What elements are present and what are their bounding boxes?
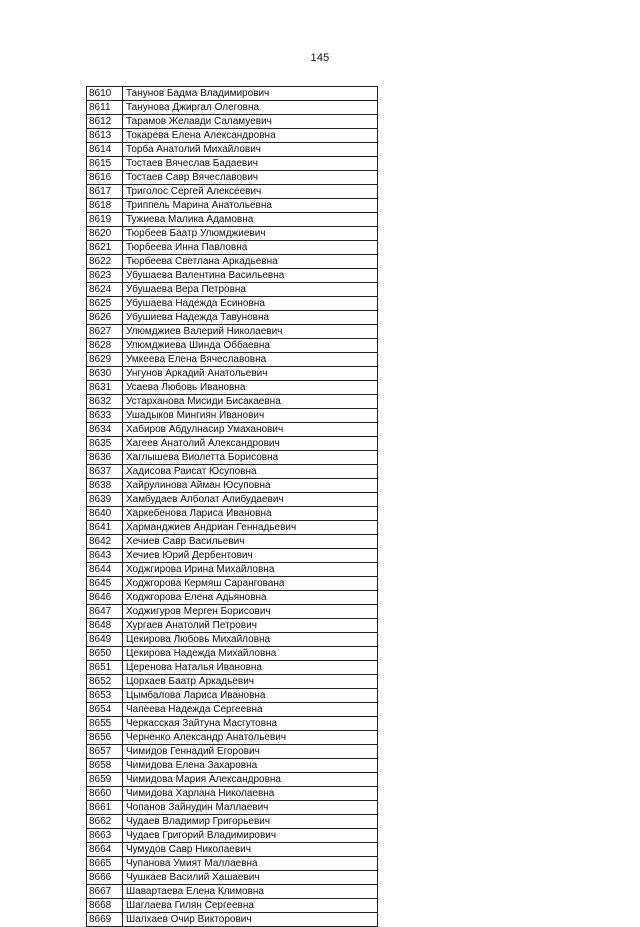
full-name-cell: Чудаев Владимир Григорьевич <box>123 815 378 829</box>
full-name-cell: Хечиев Савр Васильевич <box>123 535 378 549</box>
table-row <box>87 787 378 801</box>
full-name-cell: Шаглаева Гилян Сергеевна <box>123 899 378 913</box>
row-number-cell: 8619 <box>87 213 123 227</box>
full-name-cell: Устарханова Мисиди Бисакаевна <box>123 395 378 409</box>
full-name-cell: Тюрбеева Инна Павловна <box>123 241 378 255</box>
table-row <box>87 213 378 227</box>
full-name-cell: Хабиров Абдулнасир Умаханович <box>123 423 378 437</box>
row-number-cell: 8633 <box>87 409 123 423</box>
table-row <box>87 171 378 185</box>
row-number-cell: 8617 <box>87 185 123 199</box>
table-row <box>87 87 378 101</box>
full-name-cell: Ходжгирова Ирина Михайловна <box>123 563 378 577</box>
table-row <box>87 409 378 423</box>
row-number-cell: 8611 <box>87 101 123 115</box>
table-row <box>87 367 378 381</box>
table-row <box>87 423 378 437</box>
full-name-cell: Танунова Джиргал Олеговна <box>123 101 378 115</box>
row-number-cell: 8668 <box>87 899 123 913</box>
table-row <box>87 115 378 129</box>
full-name-cell: Чимидова Елена Захаровна <box>123 759 378 773</box>
row-number-cell: 8625 <box>87 297 123 311</box>
table-row <box>87 269 378 283</box>
row-number-cell: 8651 <box>87 661 123 675</box>
full-name-cell: Улюмджиева Шинда Оббаевна <box>123 339 378 353</box>
row-number-cell: 8652 <box>87 675 123 689</box>
row-number-cell: 8616 <box>87 171 123 185</box>
full-name-cell: Торба Анатолий Михайлович <box>123 143 378 157</box>
table-row <box>87 703 378 717</box>
full-name-cell: Харманджиев Андриан Геннадьевич <box>123 521 378 535</box>
row-number-cell: 8630 <box>87 367 123 381</box>
full-name-cell: Цымбалова Лариса Ивановна <box>123 689 378 703</box>
full-name-cell: Тарамов Желавди Саламуевич <box>123 115 378 129</box>
row-number-cell: 8653 <box>87 689 123 703</box>
table-row <box>87 437 378 451</box>
row-number-cell: 8620 <box>87 227 123 241</box>
row-number-cell: 8667 <box>87 885 123 899</box>
row-number-cell: 8641 <box>87 521 123 535</box>
table-row <box>87 451 378 465</box>
full-name-cell: Улюмджиев Валерий Николаевич <box>123 325 378 339</box>
full-name-cell: Чумудов Савр Николаевич <box>123 843 378 857</box>
table-row <box>87 185 378 199</box>
table-row <box>87 619 378 633</box>
row-number-cell: 8622 <box>87 255 123 269</box>
table-row <box>87 227 378 241</box>
table-row <box>87 493 378 507</box>
full-name-cell: Чудаев Григорий Владимирович <box>123 829 378 843</box>
table-row <box>87 843 378 857</box>
row-number-cell: 8626 <box>87 311 123 325</box>
full-name-cell: Унгунов Аркадий Анатольевич <box>123 367 378 381</box>
row-number-cell: 8669 <box>87 913 123 927</box>
full-name-cell: Умкеева Елена Вячеславовна <box>123 353 378 367</box>
row-number-cell: 8650 <box>87 647 123 661</box>
table-row <box>87 339 378 353</box>
row-number-cell: 8631 <box>87 381 123 395</box>
full-name-cell: Хайрулинова Айман Юсуповна <box>123 479 378 493</box>
row-number-cell: 8624 <box>87 283 123 297</box>
full-name-cell: Чопанов Зайнудин Маллаевич <box>123 801 378 815</box>
full-name-cell: Тостаев Савр Вячеславович <box>123 171 378 185</box>
full-name-cell: Чапеева Надежда Сергеевна <box>123 703 378 717</box>
table-row <box>87 773 378 787</box>
names-table-body <box>87 87 378 927</box>
row-number-cell: 8646 <box>87 591 123 605</box>
row-number-cell: 8628 <box>87 339 123 353</box>
row-number-cell: 8644 <box>87 563 123 577</box>
row-number-cell: 8657 <box>87 745 123 759</box>
table-row <box>87 759 378 773</box>
full-name-cell: Цекирова Надежда Михайловна <box>123 647 378 661</box>
names-table <box>86 86 378 927</box>
table-row <box>87 157 378 171</box>
full-name-cell: Хамбудаев Алболат Алибудаевич <box>123 493 378 507</box>
full-name-cell: Чимидов Геннадий Егорович <box>123 745 378 759</box>
row-number-cell: 8627 <box>87 325 123 339</box>
table-row <box>87 143 378 157</box>
row-number-cell: 8618 <box>87 199 123 213</box>
row-number-cell: 8640 <box>87 507 123 521</box>
full-name-cell: Хагеев Анатолий Александрович <box>123 437 378 451</box>
full-name-cell: Хаглышева Виолетта Борисовна <box>123 451 378 465</box>
full-name-cell: Убушаева Надежда Есиновна <box>123 297 378 311</box>
full-name-cell: Хургаев Анатолий Петрович <box>123 619 378 633</box>
table-row <box>87 857 378 871</box>
full-name-cell: Харкебенова Лариса Ивановна <box>123 507 378 521</box>
table-row <box>87 731 378 745</box>
table-row <box>87 101 378 115</box>
row-number-cell: 8649 <box>87 633 123 647</box>
row-number-cell: 8643 <box>87 549 123 563</box>
table-row <box>87 829 378 843</box>
table-row <box>87 577 378 591</box>
full-name-cell: Убушиева Надежда Тавуновна <box>123 311 378 325</box>
row-number-cell: 8660 <box>87 787 123 801</box>
row-number-cell: 8666 <box>87 871 123 885</box>
table-row <box>87 129 378 143</box>
full-name-cell: Черненко Александр Анатольевич <box>123 731 378 745</box>
row-number-cell: 8665 <box>87 857 123 871</box>
row-number-cell: 8663 <box>87 829 123 843</box>
table-row <box>87 913 378 927</box>
table-row <box>87 521 378 535</box>
full-name-cell: Тужиева Малика Адамовна <box>123 213 378 227</box>
table-row <box>87 605 378 619</box>
row-number-cell: 8659 <box>87 773 123 787</box>
table-row <box>87 675 378 689</box>
row-number-cell: 8621 <box>87 241 123 255</box>
table-row <box>87 647 378 661</box>
table-row <box>87 283 378 297</box>
full-name-cell: Усаева Любовь Ивановна <box>123 381 378 395</box>
table-row <box>87 745 378 759</box>
table-row <box>87 717 378 731</box>
full-name-cell: Тюрбеев Баатр Улюмджиевич <box>123 227 378 241</box>
table-row <box>87 325 378 339</box>
table-row <box>87 353 378 367</box>
row-number-cell: 8658 <box>87 759 123 773</box>
row-number-cell: 8656 <box>87 731 123 745</box>
full-name-cell: Убушаева Валентина Васильевна <box>123 269 378 283</box>
row-number-cell: 8639 <box>87 493 123 507</box>
full-name-cell: Цорхаев Баатр Аркадьевич <box>123 675 378 689</box>
table-row <box>87 563 378 577</box>
table-row <box>87 689 378 703</box>
row-number-cell: 8642 <box>87 535 123 549</box>
row-number-cell: 8623 <box>87 269 123 283</box>
table-row <box>87 395 378 409</box>
table-row <box>87 549 378 563</box>
row-number-cell: 8647 <box>87 605 123 619</box>
row-number-cell: 8661 <box>87 801 123 815</box>
full-name-cell: Ходжигуров Мерген Борисович <box>123 605 378 619</box>
row-number-cell: 8613 <box>87 129 123 143</box>
table-row <box>87 633 378 647</box>
full-name-cell: Цекирова Любовь Михайловна <box>123 633 378 647</box>
row-number-cell: 8662 <box>87 815 123 829</box>
full-name-cell: Шавартаева Елена Климовна <box>123 885 378 899</box>
full-name-cell: Тостаев Вячеслав Бадаевич <box>123 157 378 171</box>
table-row <box>87 479 378 493</box>
table-row <box>87 815 378 829</box>
full-name-cell: Ходжгорова Кермяш Сарангована <box>123 577 378 591</box>
row-number-cell: 8648 <box>87 619 123 633</box>
full-name-cell: Шалхаев Очир Викторович <box>123 913 378 927</box>
full-name-cell: Танунов Бадма Владимирович <box>123 87 378 101</box>
row-number-cell: 8654 <box>87 703 123 717</box>
full-name-cell: Токарева Елена Александровна <box>123 129 378 143</box>
table-row <box>87 297 378 311</box>
row-number-cell: 8634 <box>87 423 123 437</box>
full-name-cell: Чимидова Мария Александровна <box>123 773 378 787</box>
full-name-cell: Тюрбеева Светлана Аркадьевна <box>123 255 378 269</box>
full-name-cell: Хадисова Раисат Юсуповна <box>123 465 378 479</box>
row-number-cell: 8615 <box>87 157 123 171</box>
row-number-cell: 8632 <box>87 395 123 409</box>
table-row <box>87 255 378 269</box>
row-number-cell: 8655 <box>87 717 123 731</box>
full-name-cell: Ушадыков Мингиян Иванович <box>123 409 378 423</box>
row-number-cell: 8612 <box>87 115 123 129</box>
full-name-cell: Чимидова Харлана Николаевна <box>123 787 378 801</box>
row-number-cell: 8610 <box>87 87 123 101</box>
table-row <box>87 311 378 325</box>
table-row <box>87 241 378 255</box>
row-number-cell: 8629 <box>87 353 123 367</box>
full-name-cell: Чушкаев Василий Хашаевич <box>123 871 378 885</box>
row-number-cell: 8636 <box>87 451 123 465</box>
table-row <box>87 871 378 885</box>
full-name-cell: Церенова Наталья Ивановна <box>123 661 378 675</box>
table-row <box>87 199 378 213</box>
row-number-cell: 8645 <box>87 577 123 591</box>
table-row <box>87 591 378 605</box>
table-row <box>87 661 378 675</box>
row-number-cell: 8664 <box>87 843 123 857</box>
table-row <box>87 885 378 899</box>
full-name-cell: Убушаева Вера Петровна <box>123 283 378 297</box>
row-number-cell: 8635 <box>87 437 123 451</box>
row-number-cell: 8614 <box>87 143 123 157</box>
row-number-cell: 8637 <box>87 465 123 479</box>
full-name-cell: Триголос Сергей Алексеевич <box>123 185 378 199</box>
table-row <box>87 465 378 479</box>
full-name-cell: Хечиев Юрий Дербентович <box>123 549 378 563</box>
full-name-cell: Триппель Марина Анатольевна <box>123 199 378 213</box>
full-name-cell: Черкасская Зайтуна Масгутовна <box>123 717 378 731</box>
row-number-cell: 8638 <box>87 479 123 493</box>
table-row <box>87 535 378 549</box>
table-row <box>87 801 378 815</box>
table-row <box>87 507 378 521</box>
table-row <box>87 381 378 395</box>
page-number: 145 <box>310 52 330 64</box>
full-name-cell: Ходжгорова Елена Адьяновна <box>123 591 378 605</box>
full-name-cell: Чупанова Умият Маллаевна <box>123 857 378 871</box>
table-row <box>87 899 378 913</box>
